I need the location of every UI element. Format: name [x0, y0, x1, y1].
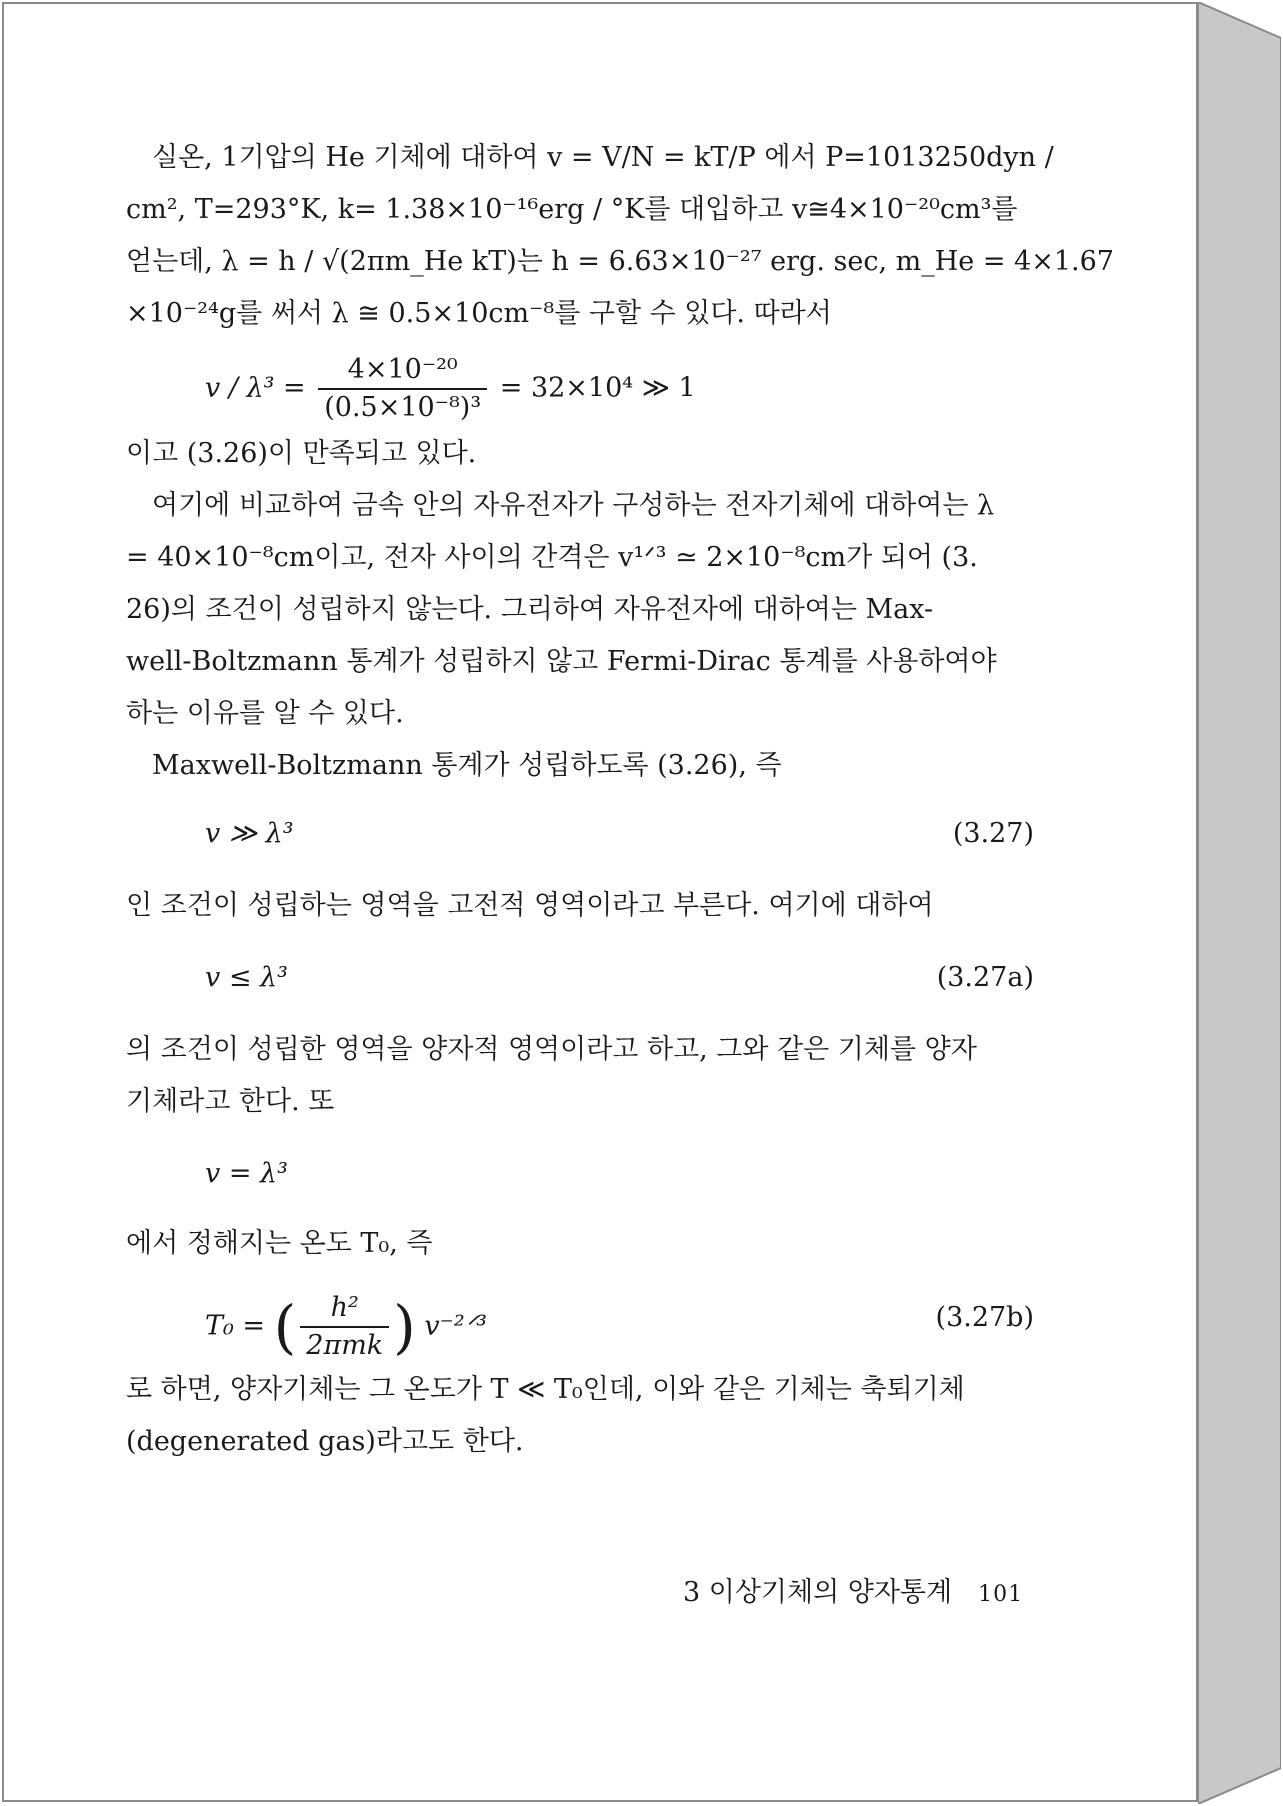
eq1-numerator: 4×10⁻²⁰: [318, 352, 487, 390]
para2-line1: 여기에 비교하여 금속 안의 자유전자가 구성하는 전자기체에 대하여는 λ: [152, 490, 995, 521]
para2-line2: = 40×10⁻⁸cm이고, 전자 사이의 간격은 v¹ᐟ³ ≃ 2×10⁻⁸cm가 되어 (3.: [126, 542, 978, 573]
eq5-denominator: 2πmk: [306, 1330, 384, 1361]
eq1-rhs: = 32×10⁴ ≫ 1: [499, 372, 696, 404]
para6: 에서 정해지는 온도 T₀, 즉: [126, 1228, 433, 1259]
equation-boundary: v = λ³: [205, 1158, 288, 1189]
equation-quantum: v ≤ λ³: [205, 962, 288, 993]
equation-number-3-27a: (3.27a): [936, 962, 1034, 993]
para1-line1: 실온, 1기압의 He 기체에 대하여 v = V/N = kT/P 에서 P=1013250dyn /: [152, 142, 1054, 173]
equation-degeneracy-temperature: [205, 1290, 487, 1364]
equation-number-3-27: (3.27): [952, 818, 1034, 849]
eq1-lhs: v / λ³ =: [205, 372, 306, 404]
para1-line4: ×10⁻²⁴g를 써서 λ ≅ 0.5×10cm⁻⁸를 구할 수 있다. 따라서: [126, 298, 832, 329]
para2-line4: well-Boltzmann 통계가 성립하지 않고 Fermi-Dirac 통계를 사용하여야: [126, 646, 997, 677]
eq5-numerator: h²: [300, 1290, 389, 1328]
running-head: 3 이상기체의 양자통계: [683, 1577, 953, 1608]
eq5-rhs: v⁻²ᐟ³: [424, 1310, 487, 1342]
page-footer: [683, 1575, 1023, 1613]
para5-line2: 기체라고 한다. 또: [126, 1086, 335, 1117]
para1-line2: cm², T=293°K, k= 1.38×10⁻¹⁶erg / °K를 대입하고 v≅4×10⁻²⁰cm³를: [126, 194, 1018, 225]
para7-line1: 로 하면, 양자기체는 그 온도가 T ≪ T₀인데, 이와 같은 기체는 축퇴기체: [126, 1374, 965, 1405]
para5-line1: 의 조건이 성립한 영역을 양자적 영역이라고 하고, 그와 같은 기체를 양자: [126, 1034, 977, 1065]
para4: 인 조건이 성립하는 영역을 고전적 영역이라고 부른다. 여기에 대하여: [126, 890, 934, 921]
page-number: 101: [978, 1582, 1024, 1607]
eq1-fraction: [318, 352, 487, 426]
para3: Maxwell-Boltzmann 통계가 성립하도록 (3.26), 즉: [152, 750, 782, 781]
para1-end: 이고 (3.26)이 만족되고 있다.: [126, 438, 477, 469]
eq5-left-paren: (: [273, 1293, 297, 1361]
para2-line5: 하는 이유를 알 수 있다.: [126, 698, 404, 729]
eq5-lhs: T₀ =: [205, 1310, 266, 1342]
equation-ratio: [205, 352, 696, 426]
equation-classical: v ≫ λ³: [205, 818, 294, 849]
eq1-denominator: (0.5×10⁻⁸)³: [324, 392, 482, 423]
para2-line3: 26)의 조건이 성립하지 않는다. 그리하여 자유전자에 대하여는 Max-: [126, 594, 934, 625]
equation-number-3-27b: (3.27b): [935, 1302, 1034, 1333]
eq5-fraction: [300, 1290, 389, 1364]
eq5-right-paren: ): [393, 1293, 416, 1361]
para7-line2: (degenerated gas)라고도 한다.: [126, 1426, 524, 1457]
page-stack-edge: [1198, 2, 1281, 1804]
para1-line3: 얻는데, λ = h / √(2πm_He kT)는 h = 6.63×10⁻²⁷ erg. sec, m_He = 4×1.67: [126, 246, 1114, 277]
